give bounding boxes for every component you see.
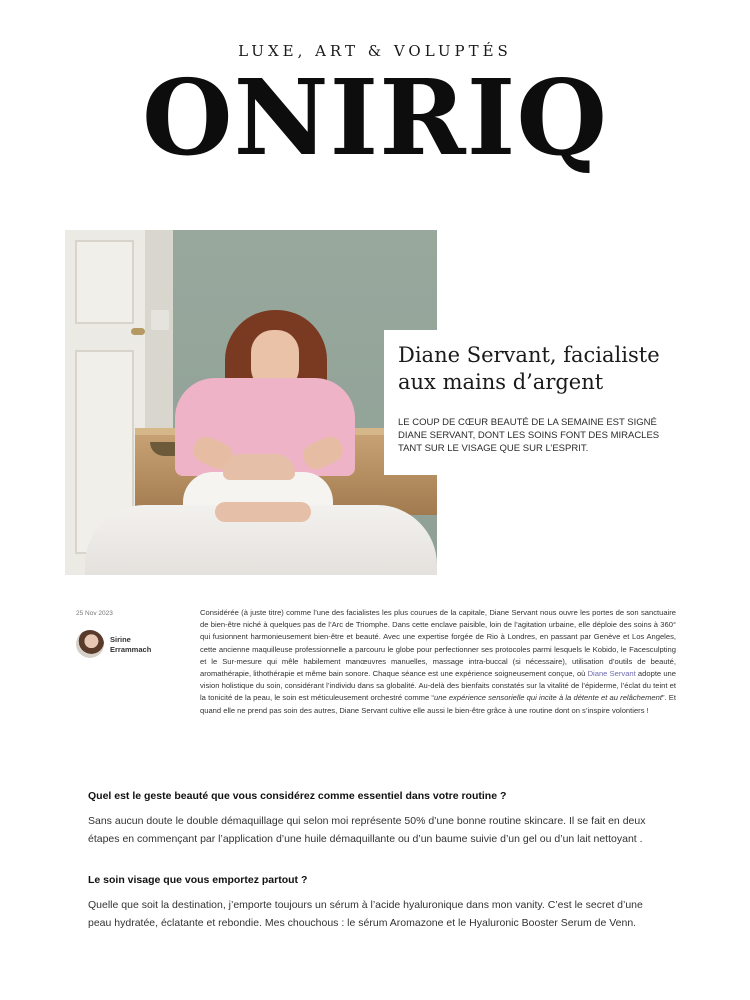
- intro-text-3: ”. Et quand elle ne prend pas soin des autres, Diane Servant cultive elle aussi le bien-être grâce à une routine dont on s’inspire volontiers !: [200, 693, 676, 715]
- author-first-name: Sirine: [110, 635, 131, 644]
- door-panel-top: [75, 240, 134, 324]
- intro-text-2: adopte une vision holistique du soin, considérant l’individu dans sa globalité. Au-delà des bienfaits constatés sur la vitalité de l’épiderme, l’éclat du teint et la tonicité de la peau, le soin est méticuleusement orchestré comme “: [200, 669, 676, 703]
- question-2: Le soin visage que vous emportez partout ?: [88, 874, 308, 886]
- question-1: Quel est le geste beauté que vous considérez comme essentiel dans votre routine ?: [88, 790, 507, 802]
- light-switch: [151, 310, 169, 330]
- author-last-name: Errammach: [110, 645, 152, 654]
- door-handle: [131, 328, 145, 335]
- answer-2: Quelle que soit la destination, j’emporte toujours un sérum à l’acide hyaluronique dans mon vanity. C’est le secret d’une peau hydratée, éclatante et rebondie. Mes chouchous : le sérum Aromazone et le Hyaluronic Booster Serum de Venn.: [88, 899, 643, 929]
- client-hands: [215, 502, 311, 522]
- intro-text-1: Considérée (à juste titre) comme l’une des facialistes les plus courues de la capitale, Diane Servant nous ouvre les portes de son sanctuaire de bien-être niché à quelques pas de l’Arc de Triomphe. Dans cette enclave paisible, loin de l’agitation urbaine, elle déploie des soins à 360° qui fusionnent harmonieusement bien-être et beauté. Avec une expertise forgée de Rio à Londres, en passant par Genève et Los Angeles, cette ancienne maquilleuse professionnelle a parcouru le globe pour perfectionner ses protocoles parmi lesquels le Kobido, le Facesculpting et le Sur-mesure qui mêle habilement manœuvres manuelles, massage intra-buccal (si nécessaire), utilisation d’outils de beauté, aromathérapie, lithothérapie et même bain sonore. Chaque séance est une expérience soigneusement conçue, où: [200, 608, 676, 679]
- client-face: [223, 454, 295, 480]
- site-tagline: LUXE, ART & VOLUPTÉS: [238, 42, 512, 60]
- article-title: Diane Servant, facialiste aux mains d’argent: [398, 343, 660, 394]
- publish-date: 25 Nov 2023: [76, 610, 113, 617]
- author-name[interactable]: [110, 635, 180, 655]
- article-standfirst: LE COUP DE CŒUR BEAUTÉ DE LA SEMAINE EST SIGNÉ DIANE SERVANT, DONT LES SOINS FONT DES MIRACLES TANT SUR LE VISAGE QUE SUR L’ESPRIT.: [398, 417, 660, 454]
- intro-quote: une expérience sensorielle qui incite à la détente et au relâchement: [433, 693, 662, 703]
- site-logo[interactable]: ONIRIQ: [142, 56, 608, 179]
- headline-card: [384, 330, 682, 475]
- diane-servant-link[interactable]: Diane Servant: [587, 669, 636, 679]
- answer-1: Sans aucun doute le double démaquillage qui selon moi représente 50% d’une bonne routine skincare. Il se fait en deux étapes en commençant par l’application d’une huile démaquillante ou d’un baume suivie d’un gel ou d’un lait nettoyant .: [88, 815, 646, 845]
- article-intro: [200, 607, 676, 717]
- hero-photo: [65, 230, 437, 575]
- author-avatar[interactable]: [76, 630, 104, 658]
